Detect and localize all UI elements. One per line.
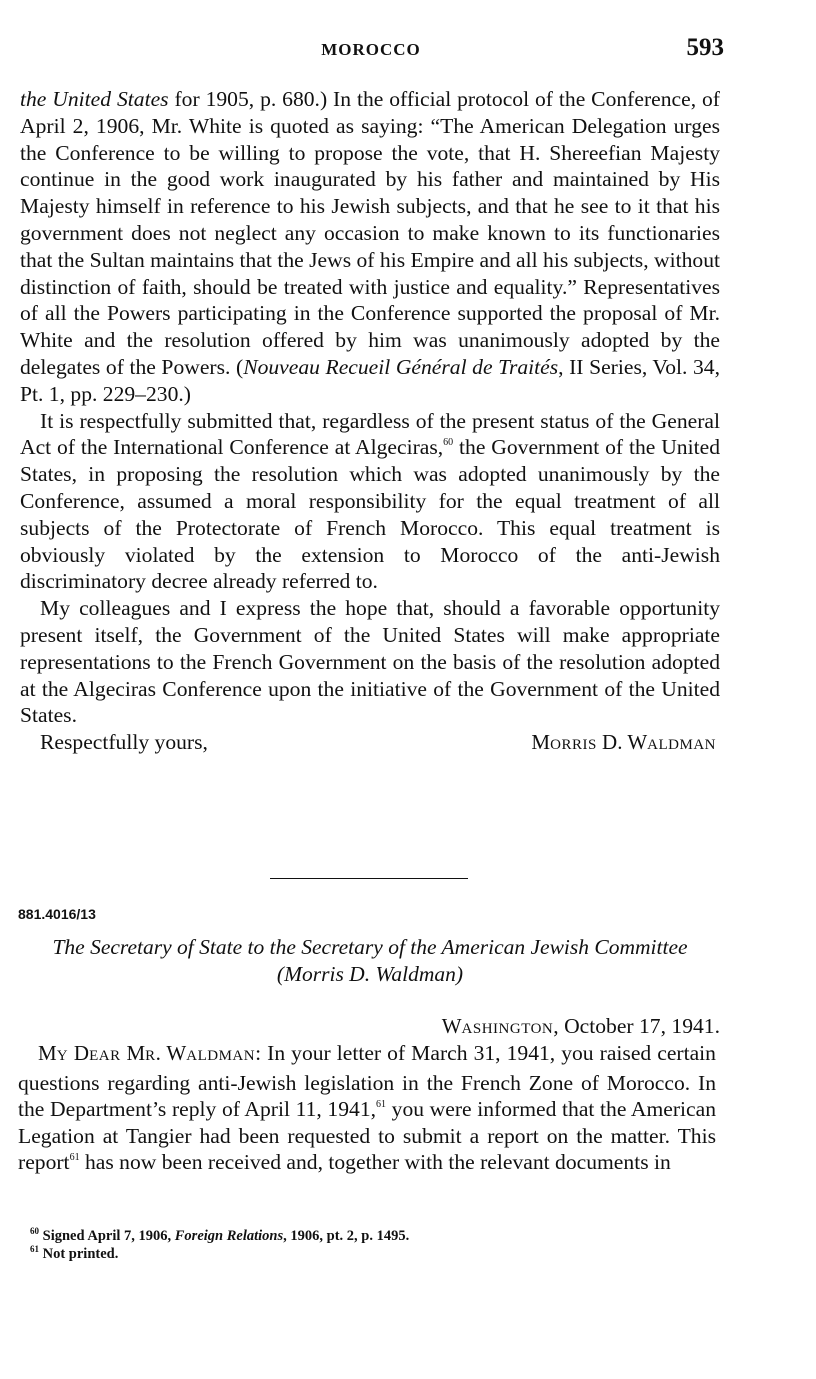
paragraph-2: It is respectfully submitted that, regardless of the present status of the General Act of the International Conference at Algeciras,$^{60}$ the Government of the United States, in proposing the resolution which was adopted unanimously by the Conference, assumed a moral responsibility for the equal treatment of all subjects of the Protectorate of French Morocco. This equal treatment is obviously violated by the extension to Morocco of the anti-Jewish discriminatory decree already referred to. (20, 408, 720, 594)
footnotes (30, 1227, 409, 1263)
italic-title: Nouveau Recueil Général de Traités (243, 354, 559, 379)
letter-body (20, 86, 720, 756)
signature: MORRIS D. WALDMAN (531, 730, 716, 755)
salutation: MY DEAR MR. WALDMAN: (38, 1041, 262, 1065)
footnote-ref: 61 (376, 1099, 387, 1110)
reply-paragraph: MY DEAR MR. WALDMAN: In your letter of March 31, 1941, you raised certain questions regarding anti-Jewish legislation in the French Zone of Morocco. In the Department’s reply of April 11, 1941,61 you were informed that the American Legation at Tangier had been requested to submit a report on the matter. This report$^{61}$ has now been received and, together with the relevant documents in (18, 1041, 716, 1174)
reply-letter-body (18, 1040, 716, 1176)
footnote-60: $^{60}$ Signed April 7, 1906, Foreign Relations, 1906, pt. 2, p. 1495. (30, 1226, 410, 1244)
running-head: MOROCCO (321, 40, 421, 59)
document-title: The Secretary of State to the Secretary of the American Jewish Committee (Morris D. Waldman) (52, 935, 688, 986)
page-header (18, 34, 724, 68)
file-number: 881.4016/13 (18, 906, 96, 922)
dateline: WASHINGTON, October 17, 1941. (441, 1014, 720, 1038)
footnote-ref: 60 (443, 437, 454, 449)
italic-title: the United States (20, 87, 169, 111)
closing: Respectfully yours, (40, 730, 208, 755)
paragraph-3: My colleagues and I express the hope that, should a favorable opportunity present itself, the Government of the United States will make appropriate representations to the French Government on the basis of the resolution adopted at the Algeciras Conference upon the initiative of the Government of the United States. (20, 596, 720, 728)
paragraph-1: the United States for 1905, p. 680.) In the official protocol of the Conference, of April 2, 1906, Mr. White is quoted as saying: “The American Delegation urges the Conference to be willing to propose the vote, that H. Shereefian Majesty continue in the good work inaugurated by his father and maintained by His Majesty himself in reference to his Jewish subjects, and that he see to it that his government does not neglect any occasion to make known to its functionaries that the Sultan maintains that the Jews of his Empire and all his subjects, without distinction of faith, should be treated with justice and equality.” Representatives of all the Powers participating in the Conference supported the proposal of Mr. White and the resolution offered by him was unanimously adopted by the delegates of the Powers. (Nouveau Recueil Général de Traités, II Series, Vol. 34, Pt. 1, pp. 229–230.) (20, 87, 720, 406)
section-divider (270, 878, 468, 879)
signature-row (20, 729, 720, 756)
page-number: 593 (686, 34, 724, 61)
footnote-61: $^{61}$ Not printed. (30, 1244, 119, 1262)
footnote-ref: 61 (69, 1152, 80, 1163)
